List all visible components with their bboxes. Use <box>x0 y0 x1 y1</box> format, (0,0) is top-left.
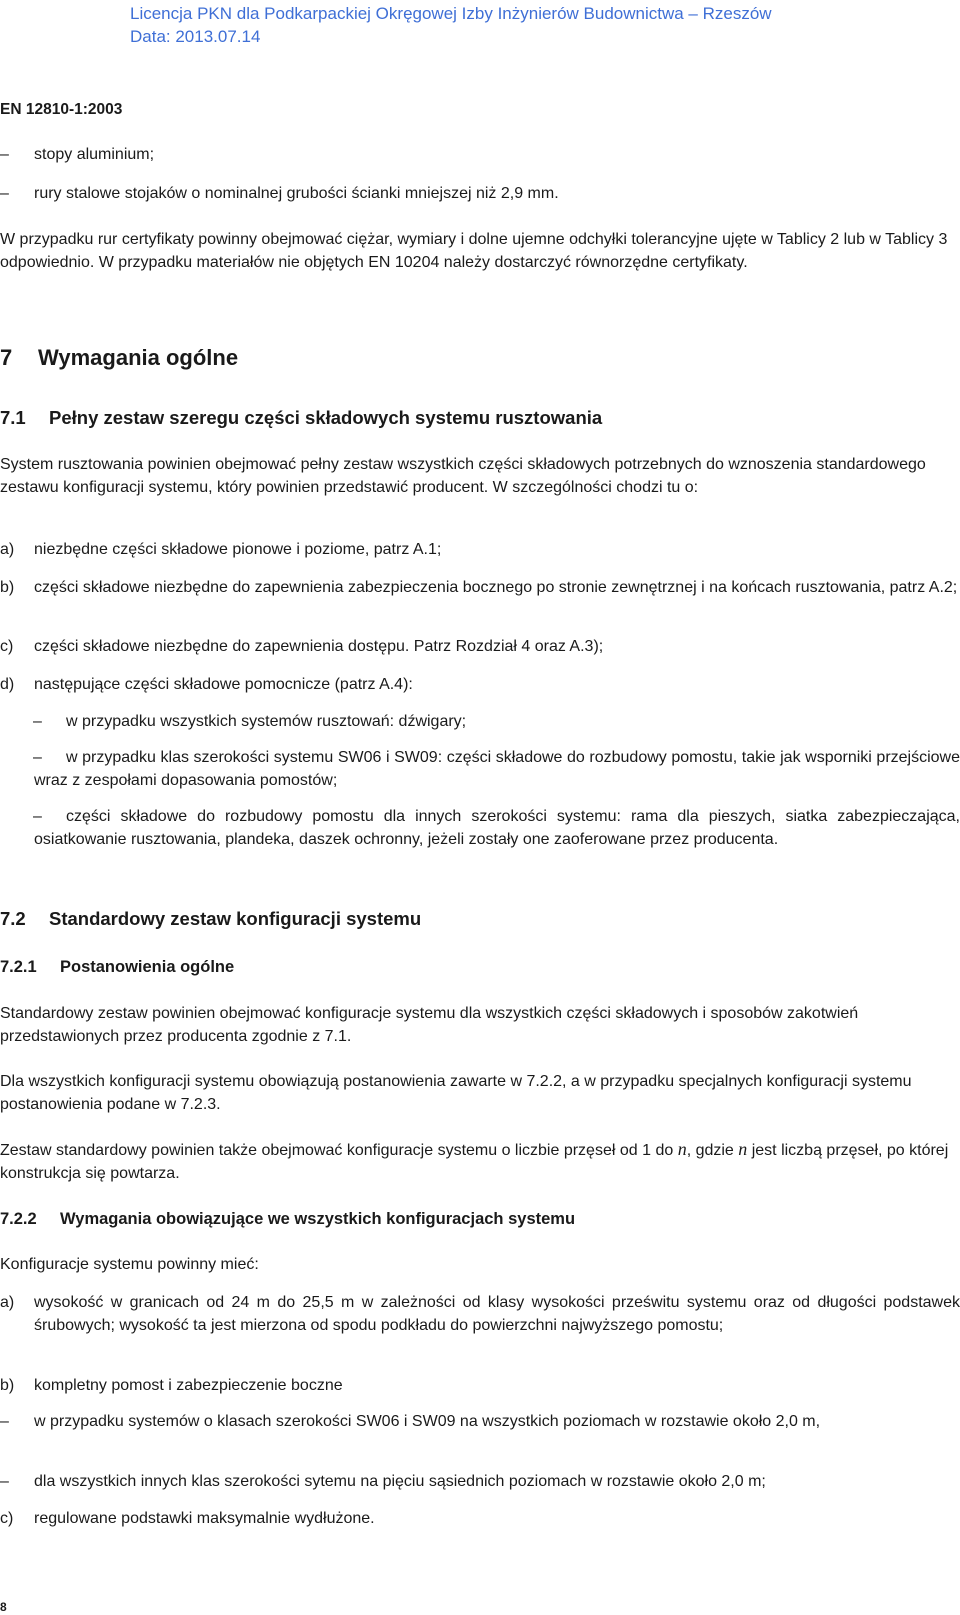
dash-marker: – <box>33 713 42 730</box>
sub-list-item <box>0 1470 960 1493</box>
list-item-text: następujące części składowe pomocnicze (patrz A.4): <box>34 676 413 693</box>
variable-n: n <box>738 1139 748 1159</box>
list-marker: c) <box>0 638 14 655</box>
page-number: 8 <box>0 1600 7 1614</box>
sub-list-item <box>0 746 960 792</box>
list-item <box>0 1507 960 1530</box>
list-item <box>0 673 960 696</box>
list-item-text: części składowe do rozbudowy pomostu dla innych szerokości systemu: rama dla pieszych, siatka zabezpieczająca, osiatkowanie rusztowania, plandeka, daszek ochronny, jeżeli zostały one zaoferowane przez producenta. <box>34 808 960 848</box>
paragraph-7-2-1-c <box>0 1138 960 1185</box>
list-item-text: rury stalowe stojaków o nominalnej grubości ścianki mniejszej niż 2,9 mm. <box>34 185 559 202</box>
dash-marker: – <box>33 808 42 825</box>
paragraph-7-2-1-a: Standardowy zestaw powinien obejmować konfiguracje systemu dla wszystkich części składowych i sposobów zakotwień przedstawionych przez producenta zgodnie z 7.1. <box>0 1005 859 1045</box>
list-item <box>0 1374 960 1397</box>
list-item-text: wysokość w granicach od 24 m do 25,5 m w zależności od klasy wysokości prześwitu systemu oraz od długości podstawek śrubowych; wysokość ta jest mierzona od spodu podkładu do powierzchni najwyższego pomostu; <box>34 1294 960 1334</box>
sub-list-item <box>0 805 960 851</box>
list-item-text: w przypadku wszystkich systemów rusztowań: dźwigary; <box>66 713 467 730</box>
paragraph-7-1: System rusztowania powinien obejmować pełny zestaw wszystkich części składowych potrzebnych do wznoszenia standardowego zestawu konfiguracji systemu, który powinien przedstawić producent. W szczególności chodzi tu o: <box>0 456 926 496</box>
dash-marker: – <box>0 1473 9 1490</box>
list-item-text: stopy aluminium; <box>34 146 155 163</box>
list-item-text: w przypadku klas szerokości systemu SW06 i SW09: części składowe do rozbudowy pomostu, takie jak wsporniki przejściowe wraz z zespołami dopasowania pomostów; <box>34 749 960 789</box>
list-item <box>0 182 960 205</box>
sub-list-item <box>0 1410 960 1433</box>
dash-marker: – <box>0 146 9 163</box>
section-number: 7.1 <box>0 407 26 428</box>
standard-identifier: EN 12810-1:2003 <box>0 101 123 118</box>
watermark-license-line: Licencja PKN dla Podkarpackiej Okręgowej Izby Inżynierów Budownictwa – Rzeszów <box>130 4 772 23</box>
list-item <box>0 1291 960 1337</box>
section-heading-7-2-2 <box>0 1210 575 1229</box>
dash-marker: – <box>0 185 9 202</box>
paragraph-7-2-2: Konfiguracje systemu powinny mieć: <box>0 1256 259 1273</box>
text-span: Zestaw standardowy powinien także obejmować konfiguracje systemu o liczbie przęseł od 1 do <box>0 1142 678 1159</box>
variable-n: n <box>677 1139 687 1159</box>
list-item <box>0 635 960 658</box>
list-marker: a) <box>0 1294 15 1311</box>
list-item-text: kompletny pomost i zabezpieczenie boczne <box>34 1377 343 1394</box>
list-item-text: w przypadku systemów o klasach szerokości SW06 i SW09 na wszystkich poziomach w rozstawie około 2,0 m, <box>34 1413 821 1430</box>
watermark-date-line: Data: 2013.07.14 <box>130 27 261 46</box>
paragraph-7-2-1-b: Dla wszystkich konfiguracji systemu obowiązują postanowienia zawarte w 7.2.2, a w przypadku specjalnych konfiguracji systemu postanowienia podane w 7.2.3. <box>0 1073 912 1113</box>
section-title: Postanowienia ogólne <box>60 958 235 976</box>
section-number: 7.2.2 <box>0 1210 37 1228</box>
section-number: 7.2.1 <box>0 958 37 976</box>
section-title: Wymagania obowiązujące we wszystkich konfiguracjach systemu <box>60 1210 576 1228</box>
paragraph-certificates: W przypadku rur certyfikaty powinny obejmować ciężar, wymiary i dolne ujemne odchyłki tolerancyjne ujęte w Tablicy 2 lub w Tablicy 3 odpowiednio. W przypadku materiałów nie objętych EN 10204 należy dostarczyć równorzędne certyfikaty. <box>0 231 948 271</box>
section-heading-7-2 <box>0 908 421 930</box>
section-title: Standardowy zestaw konfiguracji systemu <box>49 908 422 929</box>
section-title: Pełny zestaw szeregu części składowych systemu rusztowania <box>49 407 603 428</box>
list-marker: a) <box>0 541 15 558</box>
section-heading-7 <box>0 345 238 371</box>
list-item <box>0 576 960 599</box>
text-span: , gdzie <box>686 1142 739 1159</box>
list-item-text: części składowe niezbędne do zapewnienia dostępu. Patrz Rozdział 4 oraz A.3); <box>34 638 604 655</box>
list-item-text: dla wszystkich innych klas szerokości sytemu na pięciu sąsiednich poziomach w rozstawie około 2,0 m; <box>34 1473 766 1490</box>
list-item-text: części składowe niezbędne do zapewnienia zabezpieczenia bocznego po stronie zewnętrznej i na końcach rusztowania, patrz A.2; <box>34 579 958 596</box>
list-item-text: regulowane podstawki maksymalnie wydłużone. <box>34 1510 375 1527</box>
list-marker: b) <box>0 579 15 596</box>
text-span: jest liczbą przęseł, po której konstrukcja się powtarza. <box>0 1142 949 1182</box>
dash-marker: – <box>0 1413 9 1430</box>
section-number: 7 <box>0 345 13 370</box>
section-heading-7-1 <box>0 407 602 429</box>
dash-marker: – <box>33 749 42 766</box>
list-item <box>0 538 960 561</box>
sub-list-item <box>0 710 960 733</box>
section-number: 7.2 <box>0 908 26 929</box>
section-title: Wymagania ogólne <box>38 345 239 370</box>
list-item-text: niezbędne części składowe pionowe i poziome, patrz A.1; <box>34 541 442 558</box>
list-marker: b) <box>0 1377 15 1394</box>
list-item <box>0 143 960 166</box>
list-marker: c) <box>0 1510 14 1527</box>
list-marker: d) <box>0 676 15 693</box>
section-heading-7-2-1 <box>0 958 234 977</box>
license-watermark <box>130 2 772 48</box>
